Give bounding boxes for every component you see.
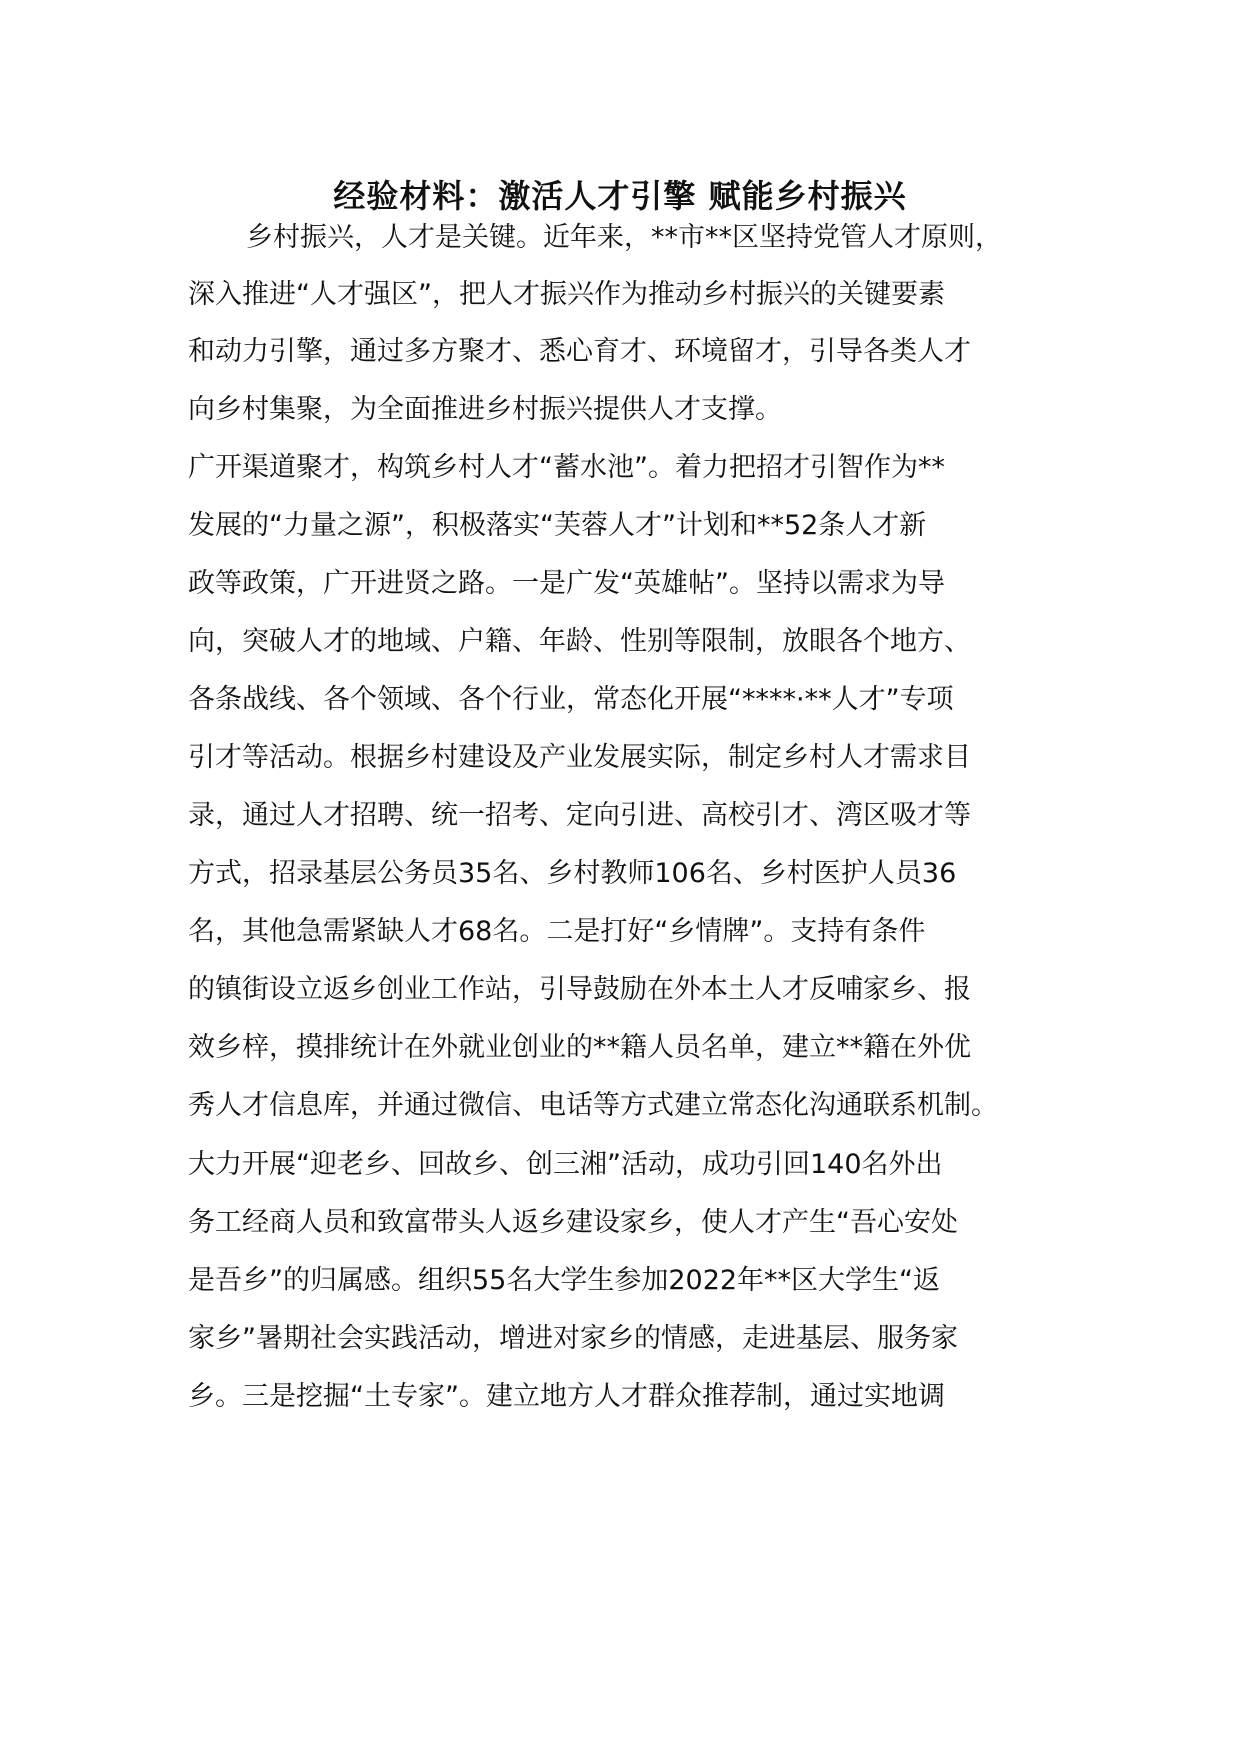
paragraph-line: 秀人才信息库，并通过微信、电话等方式建立常态化沟通联系机制。 bbox=[188, 1090, 998, 1121]
paragraph-line: 方式，招录基层公务员35名、乡村教师106名、乡村医护人员36 bbox=[188, 858, 957, 889]
paragraph-line: 录，通过人才招聘、统一招考、定向引进、高校引才、湾区吸才等 bbox=[188, 800, 971, 831]
paragraph-line: 广开渠道聚才，构筑乡村人才“蓄水池”。着力把招才引智作为** bbox=[188, 452, 945, 483]
paragraph-line: 向乡村集聚，为全面推进乡村振兴提供人才支撑。 bbox=[188, 394, 782, 425]
paragraph-line: 各条战线、各个领域、各个行业，常态化开展“****·**人才”专项 bbox=[188, 684, 954, 715]
paragraph-line: 是吾乡”的归属感。组织55名大学生参加2022年**区大学生“返 bbox=[188, 1265, 941, 1296]
paragraph-line: 的镇街设立返乡创业工作站，引导鼓励在外本土人才反哺家乡、报 bbox=[188, 974, 971, 1005]
paragraph-line: 名，其他急需紧缺人才68名。二是打好“乡情牌”。支持有条件 bbox=[188, 916, 926, 947]
paragraph-line: 效乡梓，摸排统计在外就业创业的**籍人员名单，建立**籍在外优 bbox=[188, 1032, 971, 1063]
paragraph-line: 引才等活动。根据乡村建设及产业发展实际，制定乡村人才需求目 bbox=[188, 742, 971, 773]
paragraph-line: 向，突破人才的地域、户籍、年龄、性别等限制，放眼各个地方、 bbox=[188, 626, 971, 657]
paragraph-line: 和动力引擎，通过多方聚才、悉心育才、环境留才，引导各类人才 bbox=[188, 336, 971, 367]
paragraph-line: 家乡”暑期社会实践活动，增进对家乡的情感，走进基层、服务家 bbox=[188, 1323, 958, 1354]
paragraph-line: 乡。三是挖掘“土专家”。建立地方人才群众推荐制，通过实地调 bbox=[188, 1381, 945, 1412]
document-title: 经验材料：激活人才引擎 赋能乡村振兴 bbox=[333, 177, 907, 215]
paragraph-line: 大力开展“迎老乡、回故乡、创三湘”活动，成功引回140名外出 bbox=[188, 1149, 943, 1180]
paragraph-line: 发展的“力量之源”，积极落实“芙蓉人才”计划和**52条人才新 bbox=[188, 510, 927, 541]
paragraph-line: 深入推进“人才强区”，把人才振兴作为推动乡村振兴的关键要素 bbox=[188, 279, 945, 310]
paragraph-line: 政等政策，广开进贤之路。一是广发“英雄帖”。坚持以需求为导 bbox=[188, 568, 945, 599]
paragraph-line: 务工经商人员和致富带头人返乡建设家乡，使人才产生“吾心安处 bbox=[188, 1207, 958, 1238]
paragraph-line: 乡村振兴，人才是关键。近年来，**市**区坚持党管人才原则， bbox=[246, 222, 1002, 253]
